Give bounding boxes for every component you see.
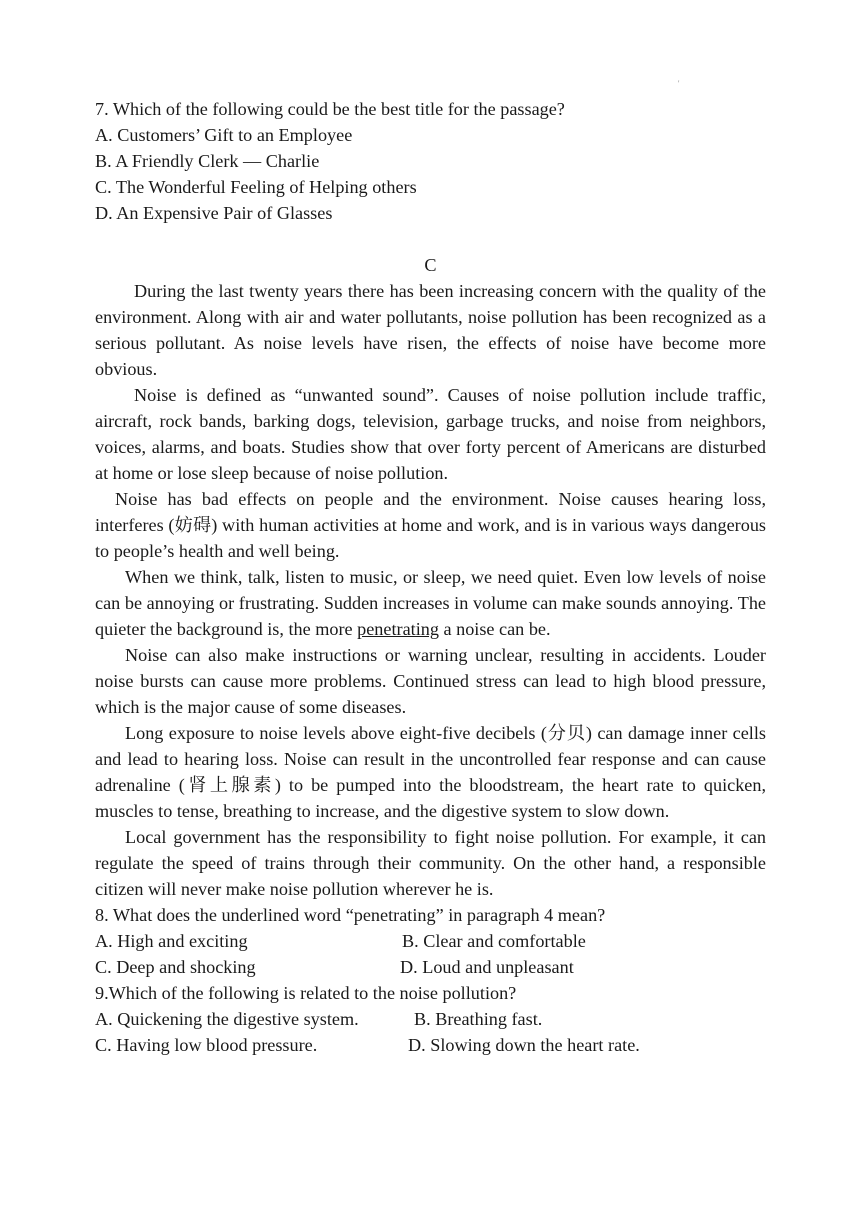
- question-9-option-d: D. Slowing down the heart rate.: [408, 1035, 640, 1055]
- question-9-options-row-1: [95, 1006, 766, 1032]
- question-9-options-row-2: [95, 1032, 766, 1058]
- passage: [95, 278, 766, 902]
- underlined-word: penetrating: [357, 619, 439, 639]
- paragraph-7: Local government has the responsibility to fight noise pollution. For example, it can regulate the speed of trains through their community. On the other hand, a responsible citizen will never make noise pollution wherever he is.: [95, 827, 766, 899]
- question-9-option-c: C. Having low blood pressure.: [95, 1035, 318, 1055]
- question-7-option-a: A. Customers’ Gift to an Employee: [95, 125, 353, 145]
- question-8-option-a: A. High and exciting: [95, 931, 248, 951]
- question-8-text: 8. What does the underlined word “penetrating” in paragraph 4 mean?: [95, 905, 606, 925]
- question-7-option-d: D. An Expensive Pair of Glasses: [95, 203, 333, 223]
- paragraph-6: Long exposure to noise levels above eight-five decibels (分贝) can damage inner cells and lead to hearing loss. Noise can result in the uncontrolled fear response and can cause adrenaline (肾上腺素) to be pumped into the bloodstream, the heart rate to quicken, muscles to tense, breathing to increase, and the digestive system to slow down.: [95, 723, 766, 821]
- paragraph-1: During the last twenty years there has been increasing concern with the quality of the environment. Along with air and water pollutants, noise pollution has been recognized as a serious pollutant. As noise levels have risen, the effects of noise have become more obvious.: [95, 281, 766, 379]
- question-9-option-b: B. Breathing fast.: [414, 1009, 543, 1029]
- question-8-option-c: C. Deep and shocking: [95, 957, 256, 977]
- question-7-option-c: C. The Wonderful Feeling of Helping others: [95, 177, 417, 197]
- paragraph-2: Noise is defined as “unwanted sound”. Causes of noise pollution include traffic, aircraft, rock bands, barking dogs, television, garbage trucks, and noise from neighbors, voices, alarms, and boats. Studies show that over forty percent of Americans are disturbed at home or lose sleep because of noise pollution.: [95, 385, 766, 483]
- paragraph-4-end: a noise can be.: [438, 619, 551, 639]
- question-9: [95, 980, 766, 1058]
- question-8-options-row-1: [95, 928, 766, 954]
- question-7-option-b: B. A Friendly Clerk — Charlie: [95, 151, 320, 171]
- question-8: [95, 902, 766, 980]
- question-7: [95, 96, 766, 226]
- spacer: [95, 226, 766, 252]
- paragraph-3: Noise has bad effects on people and the environment. Noise causes hearing loss, interferes (妨碍) with human activities at home and work, and is in various ways dangerous to people’s health and well being.: [95, 489, 766, 561]
- document-page: [95, 96, 766, 1058]
- paragraph-4: [95, 564, 766, 642]
- paragraph-4-start: When we think, talk, listen to music, or sleep, we need quiet. Even low levels of noise can be annoying or frustrating. Sudden increases in volume can make sounds annoying. The quieter the background is, the more: [95, 567, 766, 639]
- page-mark: ': [678, 79, 680, 88]
- question-9-option-a: A. Quickening the digestive system.: [95, 1009, 359, 1029]
- question-8-option-b: B. Clear and comfortable: [402, 931, 586, 951]
- question-8-option-d: D. Loud and unpleasant: [400, 957, 574, 977]
- paragraph-5: Noise can also make instructions or warning unclear, resulting in accidents. Louder noise bursts can cause more problems. Continued stress can lead to high blood pressure, which is the major cause of some diseases.: [95, 645, 766, 717]
- question-7-text: 7. Which of the following could be the best title for the passage?: [95, 99, 565, 119]
- question-9-text: 9.Which of the following is related to the noise pollution?: [95, 983, 517, 1003]
- section-heading: C: [424, 255, 437, 275]
- question-8-options-row-2: [95, 954, 766, 980]
